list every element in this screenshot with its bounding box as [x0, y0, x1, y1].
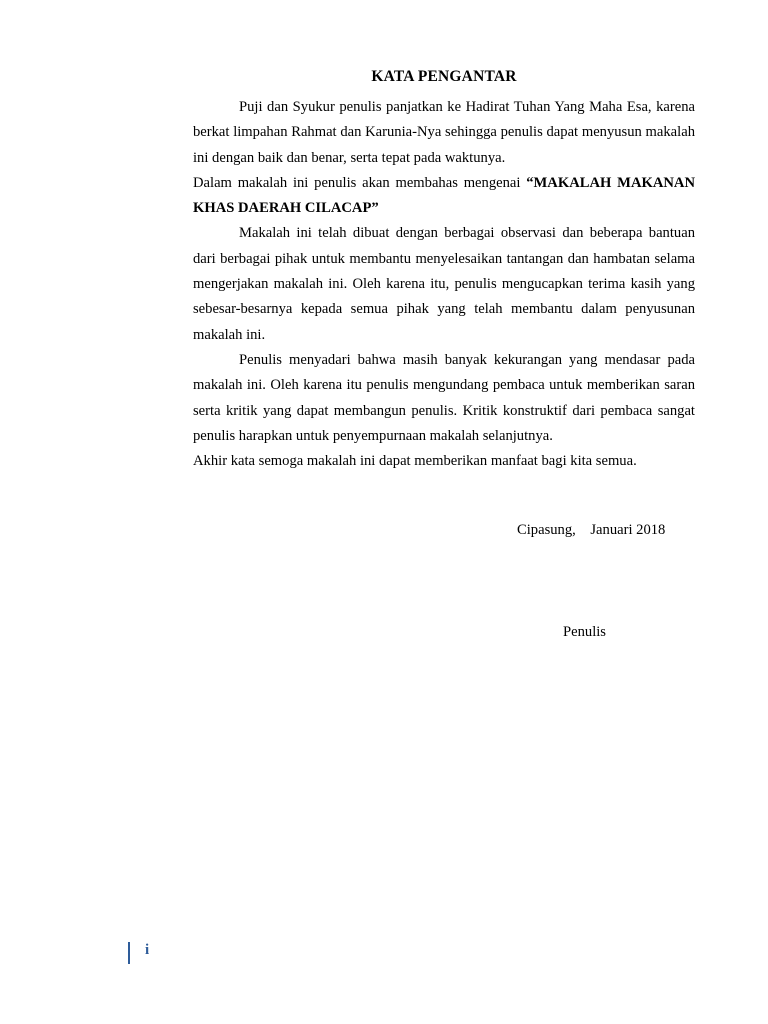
page-number-marker	[128, 942, 130, 964]
paragraph-acknowledgement: Makalah ini telah dibuat dengan berbagai observasi dan beberapa bantuan dari berbagai pihak untuk membantu menyelesaikan tantangan dan hambatan selama mengerjakan makalah ini. Oleh karena itu, penulis mengucapkan terima kasih yang sebesar-besarnya kepada semua pihak yang telah membantu dalam penyusunan makalah ini.	[193, 225, 695, 343]
signer-name: Penulis	[563, 624, 606, 640]
paragraph-feedback: Penulis menyadari bahwa masih banyak kekurangan yang mendasar pada makalah ini. Oleh karena itu penulis mengundang pembaca untuk memberikan saran serta kritik yang dapat membangun penulis. Kritik konstruktif dari pembaca sangat penulis harapkan untuk penyempurnaan makalah selanjutnya.	[193, 351, 695, 444]
paragraph-opening: Puji dan Syukur penulis panjatkan ke Hadirat Tuhan Yang Maha Esa, karena berkat limpahan Rahmat dan Karunia-Nya sehingga penulis dapat menyusun makalah ini dengan baik dan benar, serta tepat pada waktunya.	[193, 99, 695, 166]
paragraph-topic	[193, 171, 695, 222]
topic-lead-text: Dalam makalah ini penulis akan membahas mengenai	[193, 174, 527, 191]
place-date: Cipasung, Januari 2018	[517, 522, 666, 538]
page-number: i	[145, 942, 150, 958]
paragraph-closing: Akhir kata semoga makalah ini dapat memberikan manfaat bagi kita semua.	[193, 453, 637, 470]
topic-emphasis-text: “MAKALAH MAKANAN KHAS DAERAH CILACAP”	[193, 174, 695, 217]
body-text	[193, 95, 695, 474]
page-title: KATA PENGANTAR	[371, 68, 517, 85]
